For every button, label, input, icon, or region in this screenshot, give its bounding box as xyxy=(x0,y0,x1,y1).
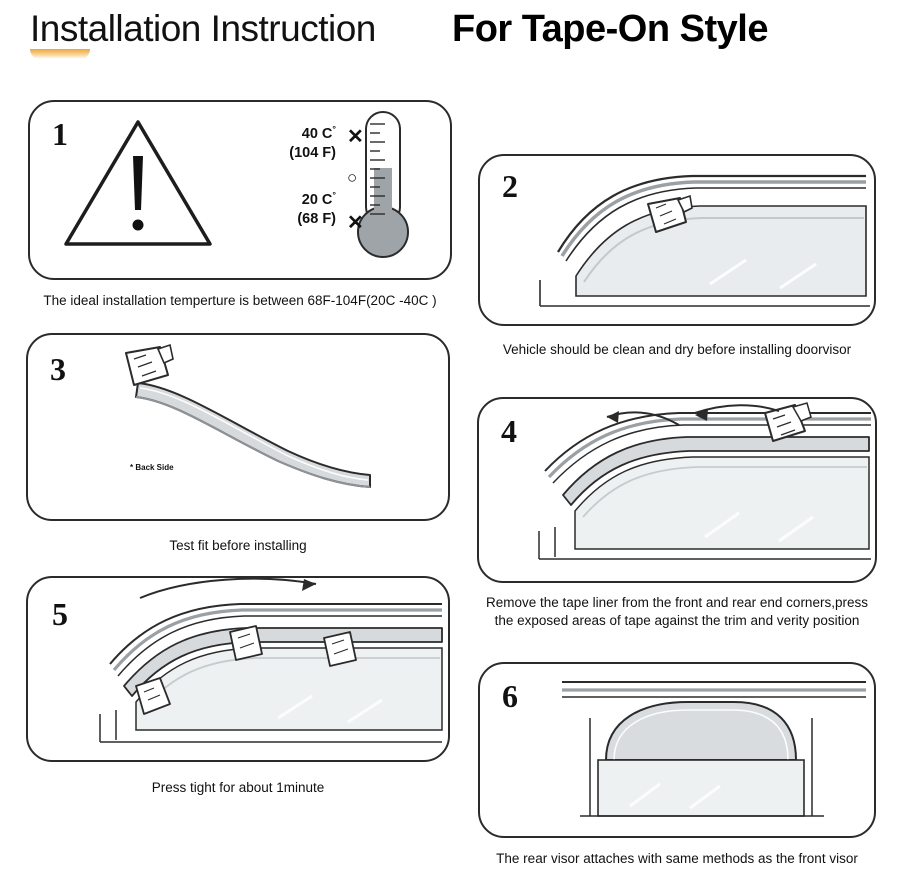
step-3-caption: Test fit before installing xyxy=(169,538,307,553)
step-4-panel xyxy=(477,397,877,583)
page-title-primary: Installation Instruction xyxy=(30,8,376,49)
temp-low-celsius: 20 C° xyxy=(301,190,336,208)
temp-high-celsius: 40 C° xyxy=(301,124,336,142)
step-1-caption: The ideal installation temperture is between 68F-104F(20C -40C ) xyxy=(43,293,437,308)
cross-icon-too-cold: ✕ xyxy=(347,212,364,234)
step-1-panel xyxy=(28,100,452,280)
circle-icon-ok: ○ xyxy=(347,168,358,187)
step-6-caption: The rear visor attaches with same methods as the front visor xyxy=(496,851,858,866)
back-side-label: * Back Side xyxy=(130,463,174,472)
step-2-panel xyxy=(478,154,876,326)
step-2-illustration xyxy=(480,156,878,328)
step-5-number: 5 xyxy=(52,596,68,632)
step-2-caption: Vehicle should be clean and dry before installing doorvisor xyxy=(502,342,852,357)
step-6-panel xyxy=(478,662,876,838)
title-accent-swash xyxy=(30,49,90,59)
step-5-panel xyxy=(26,576,450,762)
step-1-number: 1 xyxy=(52,116,68,152)
temp-high-fahrenheit: (104 F) xyxy=(289,145,336,161)
step-4-number: 4 xyxy=(501,413,517,449)
header xyxy=(0,0,904,78)
step-5-caption: Press tight for about 1minute xyxy=(151,780,325,795)
step-2-number: 2 xyxy=(502,168,518,204)
temp-low-fahrenheit: (68 F) xyxy=(297,211,336,227)
step-6-number: 6 xyxy=(502,678,518,714)
step-4-illustration xyxy=(479,399,879,585)
temp-low-celsius-text: 20 C xyxy=(301,191,333,208)
step-5-illustration xyxy=(28,578,452,764)
step-3-illustration xyxy=(28,335,452,523)
step-3-number: 3 xyxy=(50,351,66,387)
step-6-illustration xyxy=(480,664,878,840)
cross-icon-too-hot: ✕ xyxy=(347,126,364,148)
temp-high-celsius-text: 40 C xyxy=(301,125,333,142)
step-4-caption: Remove the tape liner from the front and rear end corners,press the exposed areas of tape against the trim and verity position xyxy=(486,595,868,629)
page-title-secondary: For Tape-On Style xyxy=(452,8,768,50)
step-3-panel xyxy=(26,333,450,521)
